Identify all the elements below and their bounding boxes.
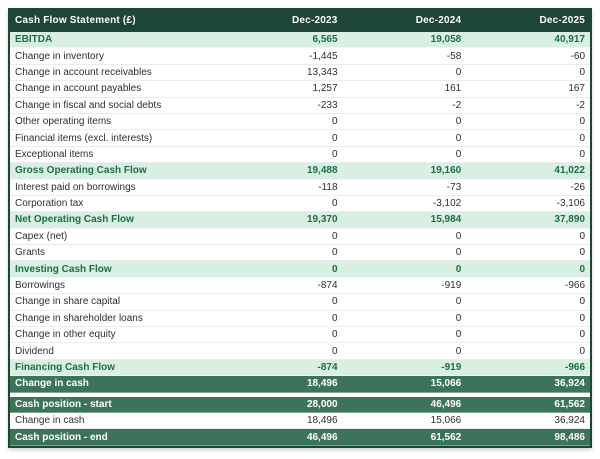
column-header-dec-2024: Dec-2024: [343, 10, 467, 32]
column-header-dec-2025: Dec-2025: [466, 10, 590, 32]
section-cash-position: [10, 397, 590, 446]
table-row: [10, 413, 590, 429]
row-value: 0: [343, 343, 467, 359]
row-value: 18,496: [219, 413, 343, 429]
row-value: 0: [466, 311, 590, 327]
row-value: 0: [343, 65, 467, 81]
row-value: 6,565: [219, 32, 343, 48]
row-value: -874: [219, 278, 343, 294]
row-label: Financing Cash Flow: [10, 360, 219, 376]
table-row: [10, 261, 590, 277]
row-value: 61,562: [343, 429, 467, 445]
table-row: [10, 180, 590, 196]
row-value: 19,160: [343, 163, 467, 179]
row-value: -919: [343, 360, 467, 376]
table-row: [10, 147, 590, 163]
row-value: 46,496: [343, 397, 467, 413]
row-label: Investing Cash Flow: [10, 261, 219, 277]
row-value: 0: [343, 327, 467, 343]
row-value: 0: [219, 294, 343, 310]
row-value: 0: [219, 327, 343, 343]
row-label: Change in cash: [10, 376, 219, 392]
row-value: 15,066: [343, 413, 467, 429]
row-value: -2: [343, 98, 467, 114]
column-header-dec-2023: Dec-2023: [219, 10, 343, 32]
cash-flow-table: [10, 10, 590, 446]
row-value: 0: [343, 245, 467, 261]
row-value: -3,102: [343, 196, 467, 212]
row-value: -874: [219, 360, 343, 376]
table-row: [10, 163, 590, 179]
row-value: -966: [466, 360, 590, 376]
row-label: Corporation tax: [10, 196, 219, 212]
table-row: [10, 376, 590, 392]
table-row: [10, 294, 590, 310]
table-row: [10, 114, 590, 130]
row-value: 41,022: [466, 163, 590, 179]
row-value: 0: [466, 261, 590, 277]
row-value: 19,488: [219, 163, 343, 179]
row-value: 0: [219, 311, 343, 327]
row-value: -3,106: [466, 196, 590, 212]
row-value: 0: [343, 229, 467, 245]
table-row: [10, 360, 590, 376]
row-value: 0: [466, 65, 590, 81]
row-value: 1,257: [219, 81, 343, 97]
row-label: Net Operating Cash Flow: [10, 212, 219, 228]
row-label: Exceptional items: [10, 147, 219, 163]
row-value: 18,496: [219, 376, 343, 392]
row-label: Other operating items: [10, 114, 219, 130]
row-label: Change in account receivables: [10, 65, 219, 81]
row-label: Capex (net): [10, 229, 219, 245]
row-label: EBITDA: [10, 32, 219, 48]
row-label: Change in fiscal and social debts: [10, 98, 219, 114]
row-label: Change in cash: [10, 413, 219, 429]
row-value: 0: [343, 261, 467, 277]
row-label: Change in account payables: [10, 81, 219, 97]
row-value: 0: [466, 294, 590, 310]
row-value: 0: [466, 114, 590, 130]
row-value: 0: [466, 343, 590, 359]
row-value: 98,486: [466, 429, 590, 445]
row-label: Borrowings: [10, 278, 219, 294]
row-value: -73: [343, 180, 467, 196]
row-value: 15,984: [343, 212, 467, 228]
row-label: Financial items (excl. interests): [10, 130, 219, 146]
row-value: 40,917: [466, 32, 590, 48]
table-row: [10, 311, 590, 327]
row-value: -118: [219, 180, 343, 196]
cash-flow-statement-table: [8, 8, 592, 448]
table-row: [10, 397, 590, 413]
row-value: -233: [219, 98, 343, 114]
header-row: [10, 10, 590, 32]
row-label: Change in share capital: [10, 294, 219, 310]
row-value: 36,924: [466, 376, 590, 392]
row-value: 0: [219, 343, 343, 359]
row-value: 0: [343, 147, 467, 163]
table-title: Cash Flow Statement (£): [10, 10, 219, 32]
row-label: Change in shareholder loans: [10, 311, 219, 327]
row-value: 0: [219, 261, 343, 277]
row-value: 0: [343, 294, 467, 310]
row-label: Change in inventory: [10, 48, 219, 64]
table-row: [10, 65, 590, 81]
table-row: [10, 327, 590, 343]
row-value: 46,496: [219, 429, 343, 445]
row-label: Grants: [10, 245, 219, 261]
row-value: 37,890: [466, 212, 590, 228]
row-value: 0: [219, 114, 343, 130]
row-value: 0: [466, 229, 590, 245]
table-row: [10, 229, 590, 245]
row-value: 61,562: [466, 397, 590, 413]
table-row: [10, 196, 590, 212]
row-label: Interest paid on borrowings: [10, 180, 219, 196]
row-value: 167: [466, 81, 590, 97]
row-value: 0: [219, 147, 343, 163]
row-value: -1,445: [219, 48, 343, 64]
row-value: 0: [466, 245, 590, 261]
row-value: -966: [466, 278, 590, 294]
row-value: 0: [466, 147, 590, 163]
row-label: Change in other equity: [10, 327, 219, 343]
row-value: 0: [219, 229, 343, 245]
row-value: 0: [219, 130, 343, 146]
section-cash-flow: [10, 32, 590, 393]
table-row: [10, 245, 590, 261]
table-row: [10, 32, 590, 48]
table-row: [10, 343, 590, 359]
row-value: -58: [343, 48, 467, 64]
row-label: Cash position - end: [10, 429, 219, 445]
row-value: -919: [343, 278, 467, 294]
row-value: 0: [466, 327, 590, 343]
row-value: -26: [466, 180, 590, 196]
row-value: 0: [343, 114, 467, 130]
row-label: Dividend: [10, 343, 219, 359]
row-value: 0: [343, 311, 467, 327]
row-value: 15,066: [343, 376, 467, 392]
row-label: Cash position - start: [10, 397, 219, 413]
table-header: [10, 10, 590, 32]
row-value: 0: [219, 196, 343, 212]
row-value: -2: [466, 98, 590, 114]
row-value: 19,058: [343, 32, 467, 48]
table-row: [10, 48, 590, 64]
table-row: [10, 130, 590, 146]
row-value: 161: [343, 81, 467, 97]
row-value: 0: [466, 130, 590, 146]
table-row: [10, 81, 590, 97]
row-value: 28,000: [219, 397, 343, 413]
row-value: -60: [466, 48, 590, 64]
row-value: 13,343: [219, 65, 343, 81]
row-value: 36,924: [466, 413, 590, 429]
row-value: 19,370: [219, 212, 343, 228]
row-value: 0: [343, 130, 467, 146]
table-row: [10, 98, 590, 114]
table-row: [10, 278, 590, 294]
row-value: 0: [219, 245, 343, 261]
table-row: [10, 212, 590, 228]
row-label: Gross Operating Cash Flow: [10, 163, 219, 179]
table-row: [10, 429, 590, 445]
